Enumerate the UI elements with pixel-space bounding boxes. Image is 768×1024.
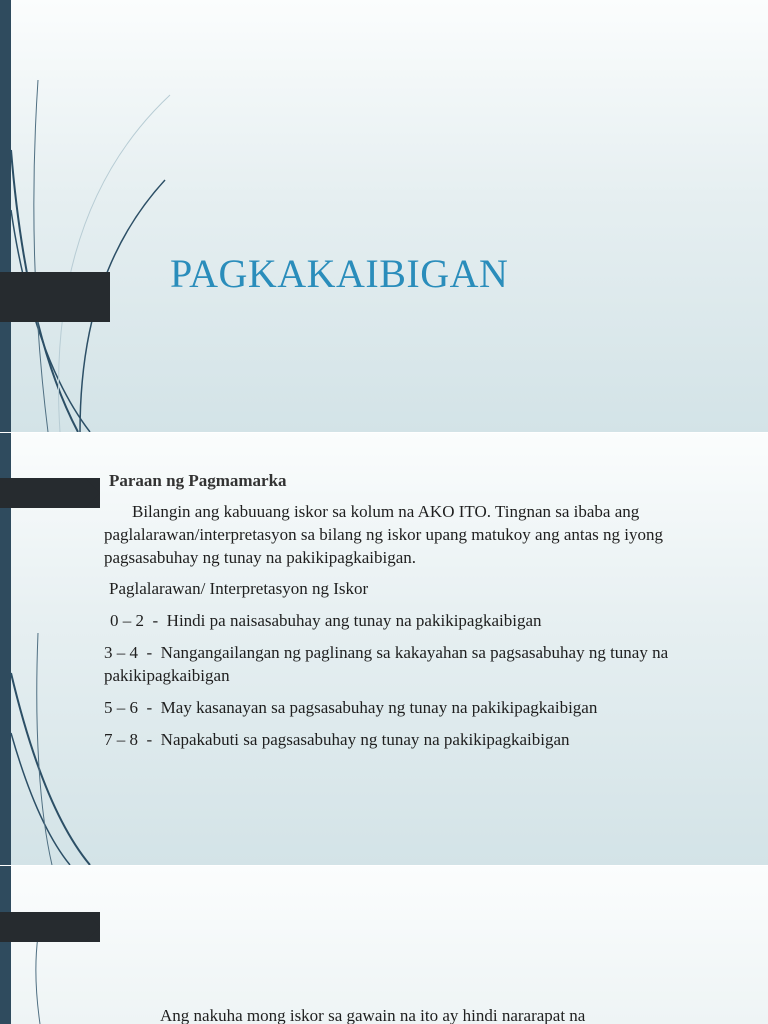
score-item: 0 – 2 - Hindi pa naisasabuhay ang tunay na pakikipagkaibigan: [110, 611, 542, 630]
score-description: Napakabuti sa pagsasabuhay ng tunay na pakikipagkaibigan: [160, 730, 570, 749]
score-description: Nangangailangan ng paglinang sa kakayahan sa pagsasabuhay ng tunay na pakikipagkaibigan: [104, 643, 669, 685]
decorative-swoosh: [0, 866, 200, 1024]
arrow-tab: [0, 272, 110, 322]
scoring-instruction: Bilangin ang kabuuang iskor sa kolum na AKO ITO. Tingnan sa ibaba ang paglalarawan/interpretasyon sa bilang ng iskor upang matukoy ang antas ng iyong pagsasabuhay ng tunay na pakikipagkaibigan.: [104, 502, 663, 567]
interpretation-heading: Paglalarawan/ Interpretasyon ng Iskor: [109, 579, 369, 598]
score-range: 0 – 2: [110, 611, 144, 630]
slide-scoring: [0, 433, 768, 865]
score-range: 5 – 6: [104, 698, 138, 717]
scoring-content: [104, 469, 744, 751]
scoring-heading: Paraan ng Pagmamarka: [109, 471, 287, 490]
decorative-swoosh: [0, 0, 200, 432]
arrow-tab: [0, 478, 100, 508]
score-item: 7 – 8 - Napakabuti sa pagsasabuhay ng tunay na pakikipagkaibigan: [104, 730, 570, 749]
result-text: Ang nakuha mong iskor sa gawain na ito ay hindi nararapat na: [160, 1006, 586, 1024]
arrow-tab: [0, 912, 100, 942]
score-description: May kasanayan sa pagsasabuhay ng tunay na pakikipagkaibigan: [160, 698, 598, 717]
score-item: 5 – 6 - May kasanayan sa pagsasabuhay ng tunay na pakikipagkaibigan: [104, 698, 598, 717]
slide-title-text: PAGKAKAIBIGAN: [170, 251, 509, 296]
slide-result: [0, 866, 768, 1024]
score-item: 3 – 4 - Nangangailangan ng paglinang sa kakayahan sa pagsasabuhay ng tunay na pakikipagkaibigan: [104, 643, 669, 685]
slide-title: [0, 0, 768, 432]
score-range: 7 – 8: [104, 730, 138, 749]
score-description: Hindi pa naisasabuhay ang tunay na pakikipagkaibigan: [166, 611, 542, 630]
score-range: 3 – 4: [104, 643, 138, 662]
